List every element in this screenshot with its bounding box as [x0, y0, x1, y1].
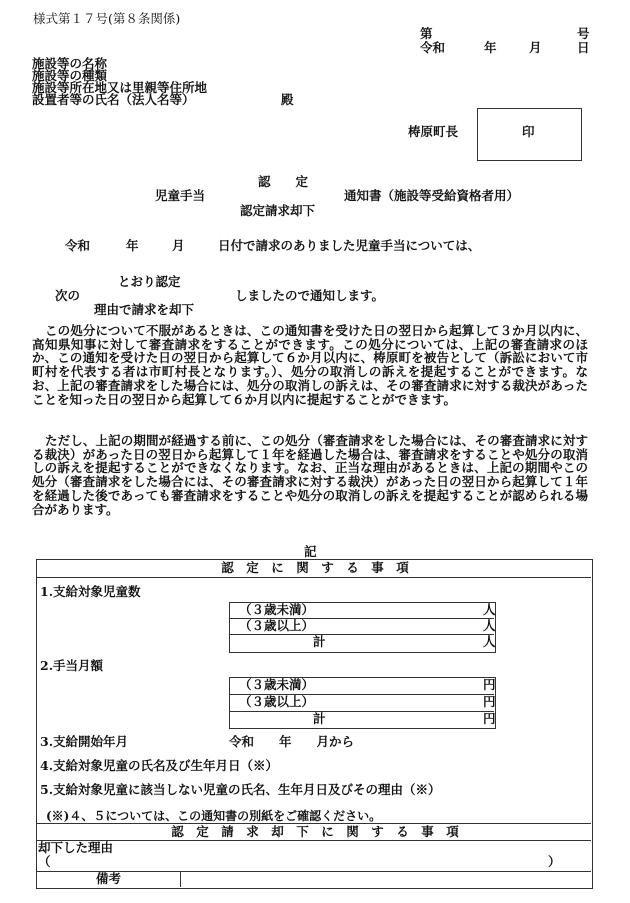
result-suffix: しましたので通知します。 — [235, 288, 385, 303]
row-unit: 人 — [483, 618, 496, 633]
attachment-note: (※)４、５については、この通知書の別紙をご確認ください。 — [46, 809, 382, 823]
intro-month: 月 — [172, 238, 185, 253]
title-approval: 認 定 — [258, 174, 309, 189]
issuer-name: 梼原町長 — [408, 124, 459, 139]
child-count-row — [231, 636, 495, 650]
child-count-label: 1.支給対象児童数 — [40, 584, 141, 599]
facility-type-label: 施設等の種類 — [32, 68, 108, 83]
row-unit: 人 — [483, 602, 496, 617]
honorific: 殿 — [281, 92, 294, 107]
facility-address-label: 施設等所在地又は里親等住所地 — [32, 80, 208, 95]
remarks-label: 備考 — [95, 871, 121, 886]
row-unit: 円 — [483, 677, 496, 692]
row-label: （３歳未満） — [239, 677, 315, 692]
monthly-amount-row — [231, 713, 495, 727]
ki-mark: 記 — [304, 544, 317, 559]
divider — [230, 634, 494, 635]
intro-text: 日付で請求のありました児童手当については、 — [218, 238, 481, 253]
rejection-reason-label: 却下した理由 — [38, 840, 114, 855]
result-rejected: 理由で請求を却下 — [94, 302, 195, 317]
document-number-prefix: 第 — [420, 26, 433, 41]
row-label: （３歳以上） — [239, 618, 315, 633]
header-date-month: 月 — [529, 40, 542, 55]
header-date-era: 令和 — [420, 40, 446, 55]
appeal-paragraph-2: ただし、上記の期間が経過する前に、この処分（審査請求をした場合には、その審査請求に対する裁決）があった日の翌日から起算して１年を経過した場合は、審査請求をすることや処分の取消しの訴えを提起することができなくなります。なお、正当な理由があるときは、上記の期間やこの処分（審査請求をした場合には、その審査請求に対する裁決）があった日の翌日から起算して１年を経過した後であっても審査請求をすることや処分の取消しの訴えを提起することが認められる場合があります。 — [32, 433, 588, 517]
reason-paren-open: （ — [38, 854, 51, 869]
form-number-label: 様式第１７号(第８条関係) — [33, 11, 181, 26]
intro-era: 令和 — [65, 238, 91, 253]
appeal-paragraph-1: この処分について不服があるときは、この通知書を受けた日の翌日から起算して３か月以内に、高知県知事に対して審査請求をすることができます。この処分については、上記の審査請求のほか、この通知を受けた日の翌日から起算して６か月以内に、梼原町を被告として（訴訟において市町村を代表する者は市町村長となります。）、処分の取消しの訴えを提起することができます。なお、上記の審査請求をした場合には、処分の取消しの訴えは、その審査請求に対する裁決があったことを知った日の翌日から起算して６か月以内に提起することができます。 — [32, 323, 588, 407]
facility-name-label: 施設等の名称 — [32, 56, 108, 71]
child-count-row — [231, 620, 495, 634]
title-rejection: 認定請求却下 — [240, 203, 316, 218]
result-approved: とおり認定 — [118, 274, 181, 289]
result-prefix: 次の — [55, 288, 81, 303]
reason-paren-close: ） — [548, 854, 561, 869]
divider — [37, 577, 591, 578]
monthly-amount-label: 2.手当月額 — [40, 658, 104, 673]
approval-section-header: 認 定 に 関 す る 事 項 — [221, 560, 409, 575]
payment-start-value: 令和 年 月から — [229, 734, 355, 749]
row-unit: 円 — [483, 694, 496, 709]
intro-year: 年 — [126, 238, 139, 253]
header-date-year: 年 — [484, 40, 497, 55]
row-label: 計 — [313, 711, 326, 726]
divider — [180, 871, 181, 887]
eligible-children-label: 4.支給対象児童の氏名及び生年月日（※） — [40, 758, 279, 773]
row-label: （３歳以上） — [239, 694, 315, 709]
row-unit: 人 — [483, 634, 496, 649]
header-date-day: 日 — [577, 40, 590, 55]
ineligible-children-label: 5.支給対象児童に該当しない児童の氏名、生年月日及びその理由（※） — [40, 782, 441, 797]
child-count-row — [231, 604, 495, 618]
row-unit: 円 — [483, 711, 496, 726]
seal-mark: 印 — [522, 124, 535, 139]
title-notice: 通知書（施設等受給資格者用） — [344, 188, 520, 203]
divider — [230, 711, 494, 712]
divider — [37, 840, 591, 841]
monthly-amount-row — [231, 696, 495, 710]
rejection-section-header: 認 定 請 求 却 下 に 関 す る 事 項 — [171, 824, 459, 839]
row-label: 計 — [313, 634, 326, 649]
row-label: （３歳未満） — [239, 602, 315, 617]
operator-name-label: 設置者等の氏名（法人名等） — [32, 92, 195, 107]
title-child-allowance: 児童手当 — [155, 188, 206, 203]
document-number-suffix: 号 — [577, 26, 590, 41]
payment-start-label: 3.支給開始年月 — [40, 734, 129, 749]
monthly-amount-row — [231, 679, 495, 693]
